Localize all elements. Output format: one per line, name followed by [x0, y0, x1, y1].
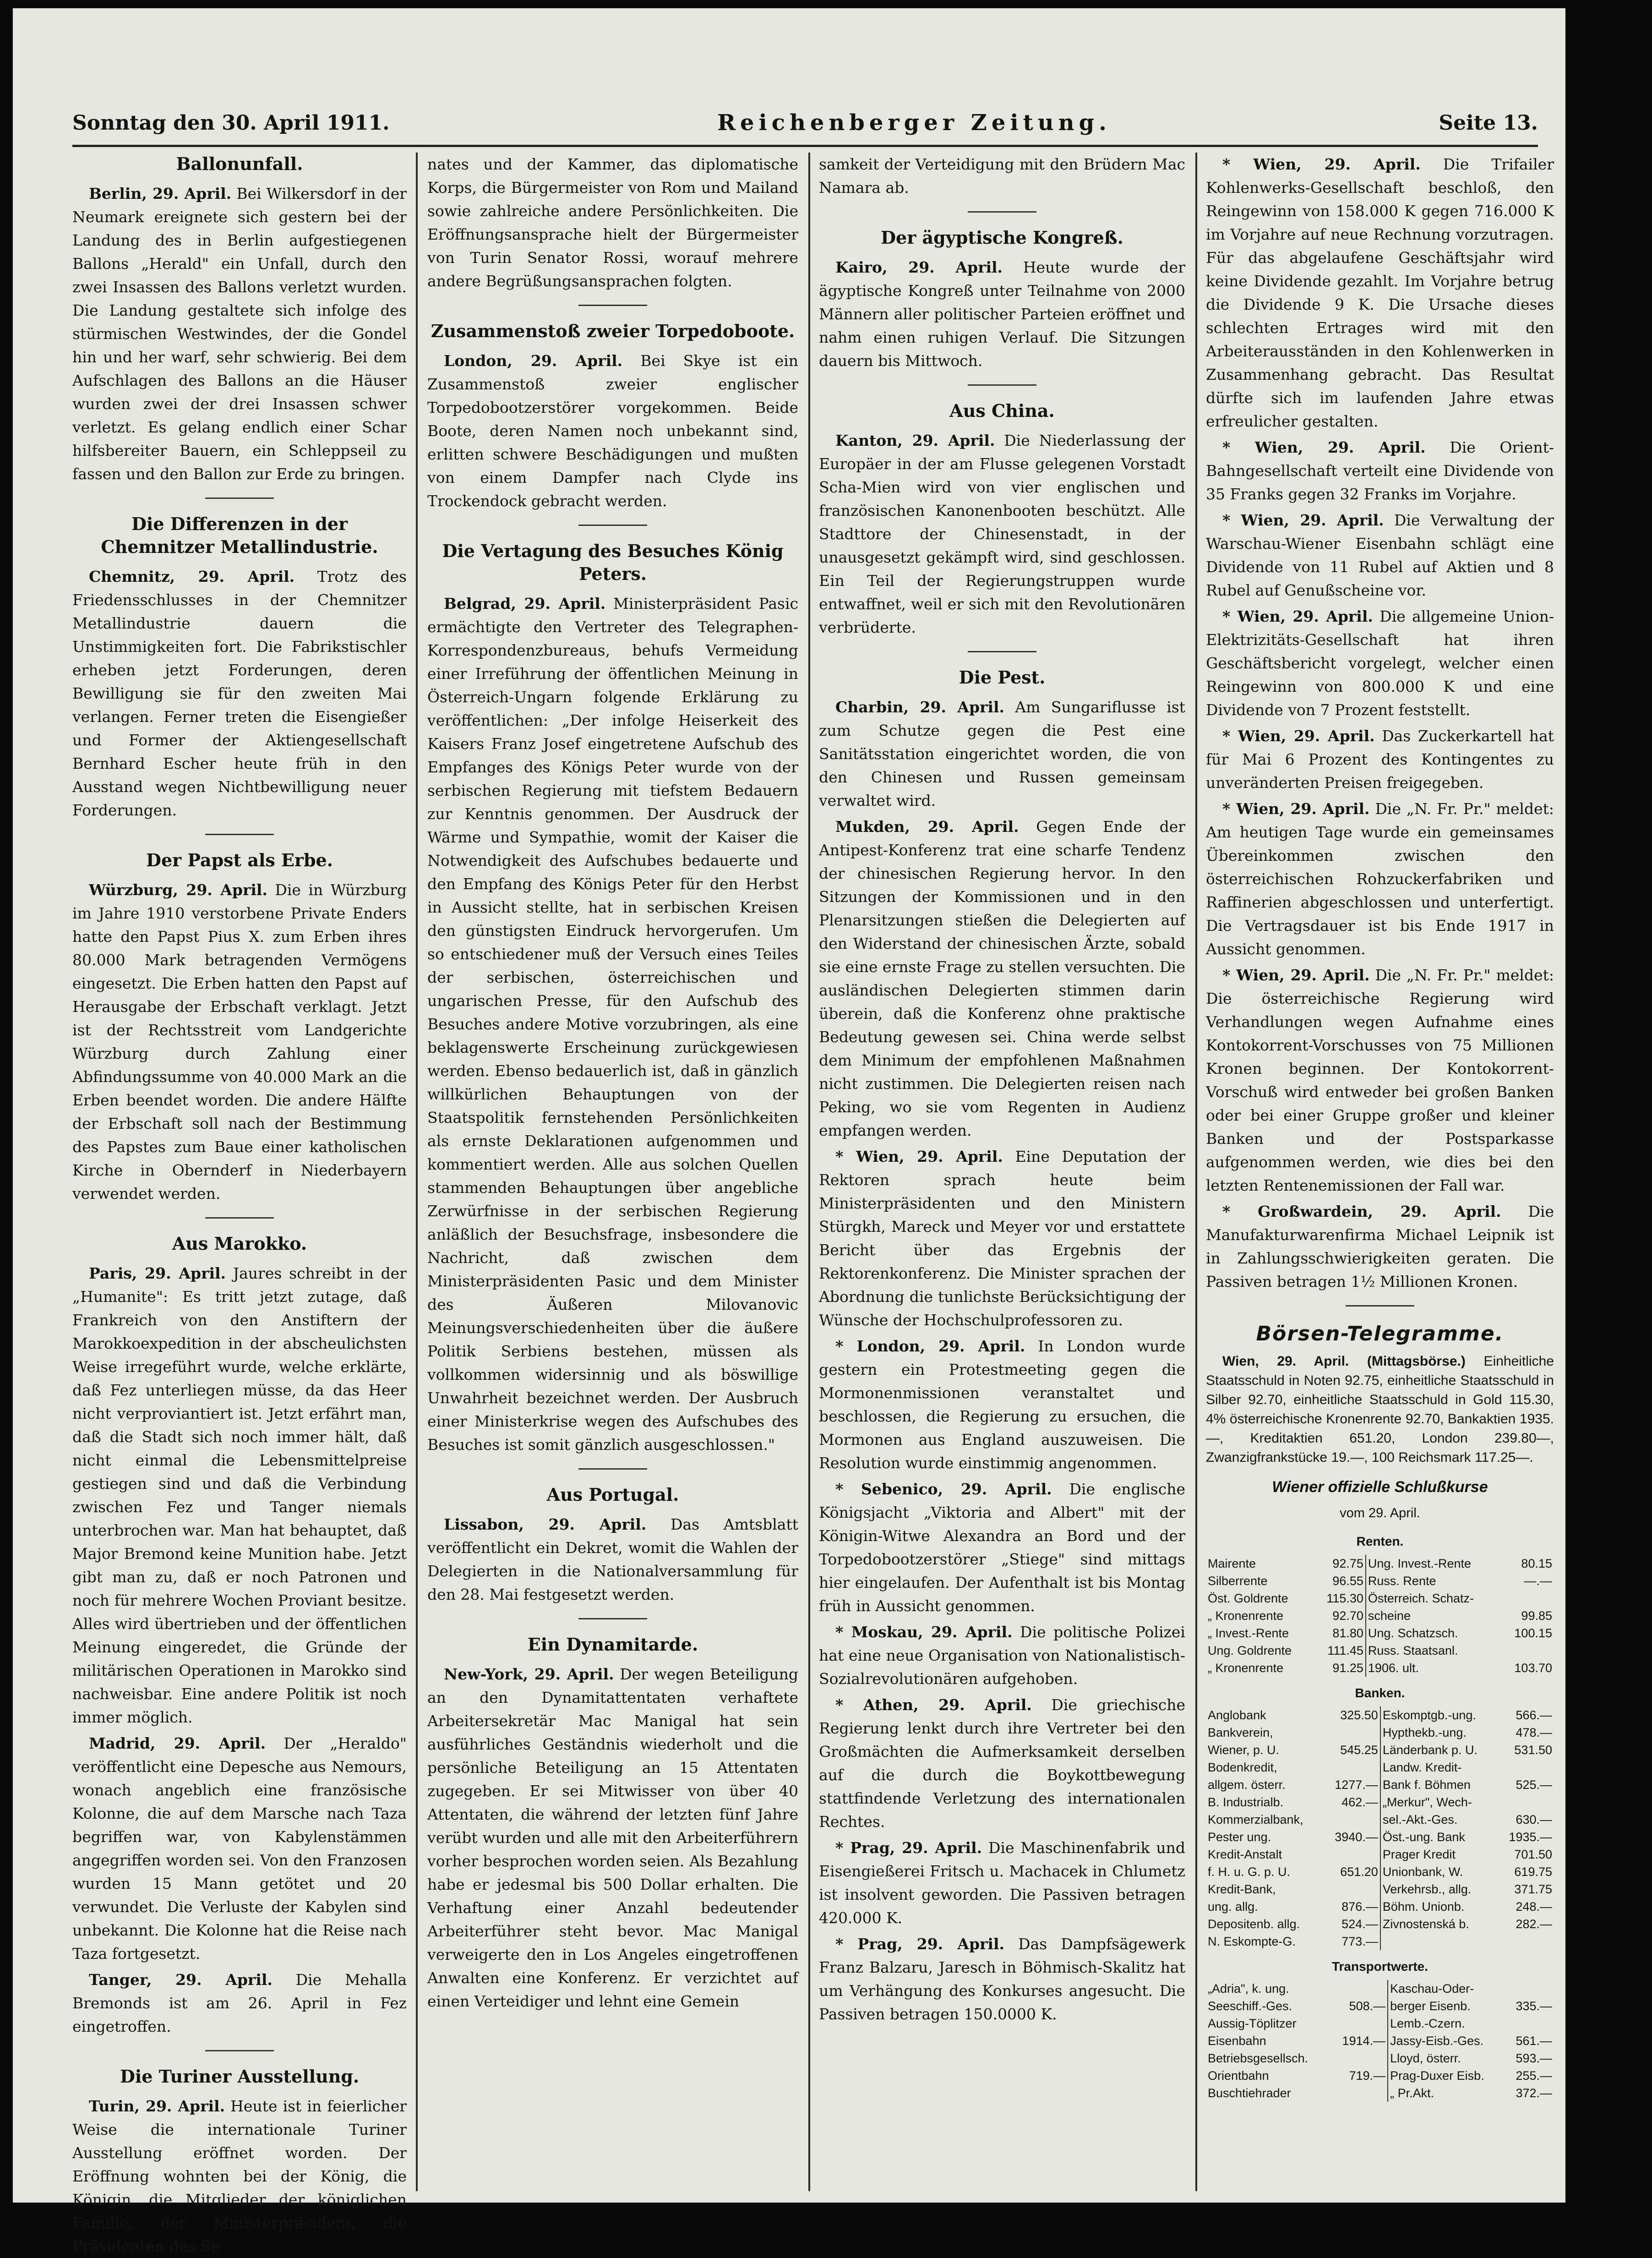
article-paragraph: [1206, 1200, 1554, 1293]
dateline: * Athen, 29. April.: [835, 1696, 1032, 1714]
kurs-value: 248.—: [1516, 1900, 1552, 1914]
article-paragraph: [72, 1732, 407, 1965]
dateline: Kairo, 29. April.: [835, 258, 1003, 276]
paragraph-text: Der wegen Beteiligung an den Dynamitattentaten verhaftete Arbeitersekretär Mac Manigal hat sein ausführliches Geständnis wiederholt und die persönliche Beteiligung an 15 Attentaten zugegeben. Er sei Mitwisser von über 40 Attentaten, die während der letzten fünf Jahre verübt wurden und alle mit den Arbeiterführern vorher besprochen worden seien. Als Bezahlung habe er jedesmal bis 500 Dollar erhalten. Die Verhaftung einer Anzahl bedeutender Arbeiterführer steht bevor. Mac Manigal verweigerte den in Los Angeles eingetroffenen Anwalten eine Konferenz. Er verzichtet auf einen Verteidiger und lehnt eine Gemein: [427, 1665, 799, 2010]
dateline: New-York, 29. April.: [444, 1665, 614, 1683]
kurs-value: [1498, 1793, 1554, 1811]
paragraph-text: Heute ist in feierlicher Weise die internationale Turiner Ausstellung eröffnet worden. Der Eröffnung wohnten bei der König, die Königin, die Mitglieder der königlichen Familie, der Ministerpräsident, die Präsidenten des Se: [72, 2097, 407, 2255]
kurs-value: 92.75: [1332, 1557, 1363, 1570]
article-heading: Die Vertagung des Besuches König Peters.: [442, 541, 784, 584]
dateline: Mukden, 29. April.: [835, 818, 1019, 836]
kurs-value: 524.—: [1341, 1917, 1378, 1931]
paragraph-text: Der „Heraldo" veröffentlicht eine Depesche aus Nemours, wonach angeblich eine französische Kolonne, die auf dem Marsche nach Taza begriffen war, von Kabylenstämmen angegriffen worden sei. Von den Franzosen wurden 15 Mann getötet und 20 verwundet. Die Verluste der Kabylen sind unbekannt. Die Kolonne hat die Reise nach Taza fortgesetzt.: [72, 1734, 407, 1963]
kurs-row: [1206, 1724, 1554, 1741]
kurs-name: [1380, 1933, 1498, 1950]
dateline: * Moskau, 29. April.: [835, 1623, 1013, 1641]
kurs-value: 80.15: [1521, 1557, 1552, 1570]
kurs-name: Wiener, p. U.: [1208, 1743, 1280, 1757]
paragraph-text: Bei Skye ist ein Zusammenstoß zweier englischer Torpedobootzerstörer vorgekommen. Beide Boote, deren Namen noch unbekannt sind, erlitten schwere Beschädigungen und mußten von einem Dampfer nach Clyde ins Trockendock gebracht werden.: [427, 352, 798, 510]
transport-heading: Transportwerte.: [1331, 1959, 1428, 1974]
kurs-row: [1206, 1898, 1554, 1915]
kurs-name: Betriebsgesellsch.: [1208, 2051, 1309, 2065]
article-heading: Der Papst als Erbe.: [146, 850, 333, 870]
paragraph-text: Die griechische Regierung lenkt durch ihre Vertreter bei den Großmächten die Aufmerksamkeit derselben auf die durch die Boykottbewegung stattfindende Verletzung des internationalen Rechtes.: [819, 1696, 1186, 1831]
article-heading: Ein Dynamitarde.: [527, 1634, 698, 1655]
dateline: Tanger, 29. April.: [89, 1971, 273, 1989]
kurs-row: [1206, 1811, 1554, 1828]
kurs-name: Aussig-Töplitzer: [1208, 2017, 1297, 2030]
article-paragraph: [819, 256, 1185, 372]
article-paragraph: [819, 695, 1185, 812]
kurs-name: Hypthekb.-ung.: [1380, 1724, 1498, 1741]
dateline: * Großwardein, 29. April.: [1222, 1203, 1501, 1220]
kurs-value: 545.25: [1340, 1743, 1378, 1757]
kurs-row: [1206, 1776, 1554, 1793]
dateline: * Wien, 29. April.: [835, 1148, 1003, 1165]
kurs-name: scheine: [1366, 1607, 1502, 1624]
dateline: * London, 29. April.: [835, 1337, 1025, 1355]
kurs-value: [1324, 1881, 1380, 1898]
kurs-row: [1206, 1741, 1554, 1759]
article-paragraph: [819, 429, 1185, 639]
kurs-name: „Merkur", Wech-: [1380, 1793, 1498, 1811]
separator: [968, 384, 1036, 386]
kurs-value: 701.50: [1514, 1848, 1552, 1861]
paragraph-text: Bei Wilkersdorf in der Neumark ereignete sich gestern bei der Landung des in Berlin aufgestiegenen Ballons „Herald" ein Unfall, durch den zwei Insassen des Ballons verletzt wurden. Die Landung gestaltete sich infolge des stürmischen Westwindes, der die Gondel hin und her warf, sehr schwierig. Bei dem Aufschlagen des Ballons an die Häuser wurden zwei der drei Insassen schwer verletzt. Es gelang endlich einer Schar hilfsbereiter Bauern, ein Schleppseil zu fassen und den Ballon zur Erde zu bringen.: [72, 185, 407, 483]
article-heading: Die Turiner Ausstellung.: [120, 2066, 360, 2087]
kurs-name: Lloyd, österr.: [1388, 2050, 1506, 2067]
kurs-value: [1331, 1980, 1388, 1997]
kurs-value: 566.—: [1516, 1708, 1552, 1722]
kurs-value: 325.50: [1340, 1708, 1378, 1722]
kurs-name: Kaschau-Oder-: [1388, 1980, 1506, 1997]
dateline: * Wien, 29. April.: [1222, 511, 1384, 529]
renten-table: [1206, 1555, 1554, 1677]
kurs-name: f. H. u. G. p. U.: [1208, 1865, 1291, 1879]
article-heading: Aus China.: [949, 400, 1055, 421]
article-paragraph: [819, 1932, 1185, 2026]
kurs-value: 81.80: [1332, 1626, 1363, 1640]
kurs-row: [1206, 1881, 1554, 1898]
article-paragraph: [72, 182, 407, 486]
paragraph-text: Eine Deputation der Rektoren sprach heute beim Ministerpräsidenten und den Ministern Stürgkh, Mareck und Meyer vor und erstattete Bericht über das Ergebnis der Rektorenkonferenz. Die Minister sprachen der Abordnung die tunlichste Berücksichtigung der Wünsche der Hochschulprofessoren zu.: [819, 1148, 1185, 1329]
kurs-row: [1206, 1590, 1554, 1607]
kurs-row: [1206, 1933, 1554, 1950]
renten-heading: Renten.: [1356, 1534, 1404, 1548]
kurs-value: [1331, 2015, 1388, 2032]
kurs-name: Ung. Schatzsch.: [1366, 1624, 1502, 1642]
kurs-name: N. Eskompte-G.: [1208, 1935, 1296, 1948]
dateline: Paris, 29. April.: [89, 1264, 226, 1282]
dateline: Kanton, 29. April.: [835, 432, 995, 449]
kurs-row: [1206, 1915, 1554, 1933]
kurs-row: [1206, 1846, 1554, 1863]
borse-lead: [1206, 1352, 1554, 1467]
kurs-row: [1206, 1555, 1554, 1572]
kurs-value: 719.—: [1349, 2069, 1386, 2083]
dateline: Charbin, 29. April.: [835, 698, 1004, 716]
paragraph-text: Heute wurde der ägyptische Kongreß unter Teilnahme von 2000 Männern aller politischer Parteien eröffnet und nahm einen ruhigen Verlauf. Die Sitzungen dauern bis Mittwoch.: [819, 258, 1185, 370]
kurs-name: Prager Kredit: [1380, 1846, 1498, 1863]
separator: [578, 1618, 647, 1619]
paragraph-text: Die Maschinenfabrik und Eisengießerei Fritsch u. Machacek in Chlumetz ist insolvent geworden. Die Passiven betragen 420.000 K.: [819, 1839, 1185, 1927]
kurs-value: 92.70: [1332, 1609, 1363, 1623]
paragraph-text: Die Mehalla Bremonds ist am 26. April in Fez eingetroffen.: [72, 1971, 407, 2035]
kurs-name: Orientbahn: [1208, 2069, 1269, 2083]
paragraph-text: Das Zuckerkartell hat für Mai 6 Prozent des Kontingentes zu unveränderten Preisen freigegeben.: [1206, 727, 1554, 792]
kurs-name: Buschtiehrader: [1208, 2086, 1291, 2100]
kurs-name: Silberrente: [1208, 1574, 1268, 1588]
article-paragraph: [427, 1513, 798, 1606]
kurs-name: Bank f. Böhmen: [1380, 1776, 1498, 1793]
paragraph-text: Die Verwaltung der Warschau-Wiener Eisenbahn schlägt eine Dividende von 11 Rubel auf Aktien und 8 Rubel auf Genußscheine vor.: [1206, 511, 1554, 599]
kurs-name: ung. allg.: [1208, 1900, 1258, 1914]
separator: [968, 651, 1036, 652]
kurs-value: 1935.—: [1509, 1830, 1552, 1844]
dateline: * Sebenico, 29. April.: [835, 1480, 1052, 1498]
kurs-name: Bodenkredit,: [1208, 1760, 1277, 1774]
kurs-value: [1502, 1642, 1554, 1659]
article-paragraph: [1206, 153, 1554, 433]
article-paragraph: [819, 1334, 1185, 1475]
kurs-row: [1206, 1572, 1554, 1590]
kurs-name: Länderbank p. U.: [1380, 1741, 1498, 1759]
kurs-row: [1206, 1759, 1554, 1776]
kurs-value: 525.—: [1516, 1778, 1552, 1792]
page-number: Seite 13.: [1439, 111, 1538, 135]
separator: [205, 2050, 274, 2051]
header-rule: [72, 145, 1538, 147]
separator: [578, 305, 647, 306]
separator: [205, 1217, 274, 1219]
article-paragraph: [72, 565, 407, 822]
kurs-row: [1206, 2015, 1554, 2032]
kurs-row: [1206, 1659, 1554, 1677]
separator: [578, 1468, 647, 1470]
kurs-value: [1331, 2050, 1388, 2067]
paragraph-text: Jaures schreibt in der „Humanite": Es tritt jetzt zutage, daß Frankreich von den Anstiftern der Marokkoexpedition in der abscheulichsten Weise irregeführt wurde, welche erklärte, daß Fez unterliegen müsse, da das Heer nicht verproviantiert ist. Jetzt erfährt man, daß die Stadt sich noch immer hält, daß nicht einmal die Lebensmittelpreise gestiegen sind und daß die Verbindung zwischen Fez und Tanger niemals unterbrochen war. Man hat behauptet, daß Major Bremond keine Munition habe. Jetzt gibt man zu, daß er noch Patronen und noch für mehrere Wochen Proviant besitze. Alles wird übertrieben und der öffentlichen Meinung eingeredet, die Gründe der militärischen Operationen in Marokko sind nachweisbar. Eine andere Politik ist noch immer möglich.: [72, 1264, 407, 1726]
kurs-name: Anglobank: [1208, 1708, 1266, 1722]
kurs-name: Lemb.-Czern.: [1388, 2015, 1506, 2032]
article-paragraph: [72, 2094, 407, 2258]
article-paragraph: [819, 1836, 1185, 1930]
article-paragraph: [1206, 436, 1554, 506]
dateline: Lissabon, 29. April.: [444, 1515, 647, 1533]
kurse-date: vom 29. April.: [1340, 1506, 1420, 1520]
kurs-value: 96.55: [1332, 1574, 1363, 1588]
article-paragraph: [819, 1145, 1185, 1332]
kurs-name: Ung. Invest.-Rente: [1366, 1555, 1502, 1572]
dateline: * Wien, 29. April.: [1222, 607, 1373, 625]
kurs-name: Böhm. Unionb.: [1380, 1898, 1498, 1915]
kurs-name: Öst.-ung. Bank: [1380, 1828, 1498, 1846]
banken-heading: Banken.: [1355, 1686, 1405, 1700]
borse-lead-dateline: Wien, 29. April. (Mittagsbörse.): [1222, 1354, 1466, 1369]
article-paragraph: [1206, 605, 1554, 722]
dateline: * Wien, 29. April.: [1222, 800, 1370, 818]
kurs-row: [1206, 1997, 1554, 2015]
dateline: * Wien, 29. April.: [1222, 966, 1370, 984]
paragraph-text: Trotz des Friedensschlusses in der Chemnitzer Metallindustrie dauern die Unstimmigkeiten fort. Die Fabrikstischler erheben jetzt Forderungen, deren Bewilligung sie für den zweiten Mai verlangen. Ferner treten die Eisengießer und Former der Aktiengesellschaft Bernhard Escher heute früh in den Ausstand wegen Nichtbewilligung neuer Forderungen.: [72, 568, 407, 819]
kurs-name: B. Industrialb.: [1208, 1795, 1284, 1809]
paragraph-text: Das Dampfsägewerk Franz Balzaru, Jaresch in Böhmisch-Skalitz hat um Verhängung des Konkurses angesucht. Die Passiven betragen 150.0000 K.: [819, 1935, 1185, 2023]
dateline: Würzburg, 29. April.: [89, 881, 267, 899]
kurs-row: [1206, 2067, 1554, 2084]
kurs-value: 651.20: [1340, 1865, 1378, 1879]
separator: [205, 834, 274, 835]
kurs-row: [1206, 1980, 1554, 1997]
column-2: [427, 153, 798, 2191]
paragraph-text: Die in Würzburg im Jahre 1910 verstorbene Private Enders hatte den Papst Pius X. zum Erben ihres 80.000 Mark betragenden Vermögens eingesetzt. Die Erben hatten den Papst auf Herausgabe der Erbschaft verklagt. Jetzt ist der Rechtsstreit vom Landgerichte Würzburg durch Zahlung einer Abfindungssumme von 40.000 Mark an die Erben beendet worden. Die andere Hälfte der Erbschaft soll nach der Bestimmung des Papstes zum Baue einer katholischen Kirche in Obernderf in Niederbayern verwendet werden.: [72, 881, 407, 1203]
paragraph-text: Die Trifailer Kohlenwerks-Gesellschaft beschloß, den Reingewinn von 158.000 K gegen 716.000 K im Vorjahre auf neue Rechnung vorzutragen. Für das abgelaufene Geschäftsjahr wird keine Dividende gezahlt. Im Vorjahre betrug die Dividende 9 K. Die Ursache dieses schlechten Ertrages wird mit den Arbeiterausständen in den Kohlenwerken in Zusammenhang gebracht. Das Resultat dürfte sich im laufenden Jahre etwas erfreulicher gestalten.: [1206, 155, 1554, 430]
kurs-value: 372.—: [1516, 2086, 1552, 2100]
masthead: Reichenberger Zeitung.: [717, 110, 1111, 136]
kurs-value: 478.—: [1516, 1726, 1552, 1739]
column-4-articles: [1206, 153, 1554, 1293]
kurs-value: 593.—: [1516, 2051, 1552, 2065]
kurs-name: „ Invest.-Rente: [1208, 1626, 1289, 1640]
paragraph-text: Die Manufakturwarenfirma Michael Leipnik ist in Zahlungsschwierigkeiten geraten. Die Passiven betragen 1½ Millionen Kronen.: [1206, 1203, 1554, 1290]
article-paragraph: [1206, 724, 1554, 794]
kurs-name: Unionbank, W.: [1380, 1863, 1498, 1881]
kurs-name: Jassy-Eisb.-Ges.: [1388, 2032, 1506, 2050]
kurs-name: Öst. Goldrente: [1208, 1591, 1288, 1605]
kurs-name: „ Pr.Akt.: [1388, 2084, 1506, 2102]
kurs-name: Kredit-Anstalt: [1208, 1848, 1282, 1861]
separator: [1346, 1305, 1414, 1307]
kurs-value: 1277.—: [1335, 1778, 1378, 1792]
banken-table: [1206, 1706, 1554, 1950]
kurs-row: [1206, 1706, 1554, 1724]
kurs-value: [1498, 1759, 1554, 1776]
newspaper-page: [13, 8, 1565, 2255]
article-paragraph: [427, 592, 798, 1456]
kurs-value: 773.—: [1341, 1935, 1378, 1948]
header-date: Sonntag den 30. April 1911.: [72, 111, 390, 135]
transport-table: [1206, 1980, 1554, 2102]
paragraph-text: Die allgemeine Union-Elektrizitäts-Gesellschaft hat ihren Geschäftsbericht vorgelegt, welcher einen Reingewinn von 800.000 K und eine Dividende von 7 Prozent feststellt.: [1206, 607, 1554, 719]
kurs-row: [1206, 2050, 1554, 2067]
dateline: * Wien, 29. April.: [1222, 727, 1375, 745]
paragraph-text: Ministerpräsident Pasic ermächtigte den Vertreter des Telegraphen-Korrespondenzbureaus, behufs Vermeidung einer Irreführung der öffentlichen Meinung in Österreich-Ungarn folgende Erklärung zu veröffentlichen: „Der infolge Heiserkeit des Kaisers Franz Josef eingetretene Aufschub des Empfanges des Königs Peter wurde von der serbischen Regierung mit tiefstem Bedauern zur Kenntnis genommen. Der Ausdruck der Wärme und Sympathie, womit der Kaiser die Notwendigkeit des Aufschubes bedauerte und den Empfang des Königs Peter für den Herbst in Aussicht stellte, hat in serbischen Kreisen den günstigsten Eindruck hervorgerufen. Um so entschiedener muß der Versuch eines Teiles der serbischen, österreichischen und ungarischen Presse, für den Aufschub des Besuches andere Motive vorzubringen, als eine beklagenswerte Erscheinung zurückgewiesen werden. Ebenso bedauerlich ist, daß in gänzlich willkürlichen Behauptungen von der Staatspolitik fernstehenden Persönlichkeiten als ernste Deklarationen aufgenommen und kommentiert werden. Alle aus solchen Quellen stammenden Behauptungen über angebliche Zerwürfnisse in der serbischen Regierung anläßlich der Besuchsfrage, insbesondere die Nachricht, daß zwischen dem Ministerpräsidenten Pasic und dem Minister des Äußeren Milovanovic Meinungsverschiedenheiten über die äußere Politik Serbiens bestehen, müssen als vollkommen widersinnig und als böswillige Unwahrheit bezeichnet werden. Der Ausbruch einer Ministerkrise wegen des Aufschubes des Besuches ist somit gänzlich ausgeschlossen.": [427, 595, 798, 1454]
article-heading: Aus Marokko.: [172, 1233, 307, 1254]
kurs-name: Österreich. Schatz-: [1366, 1590, 1502, 1607]
kurs-value: 508.—: [1349, 1999, 1386, 2013]
kurs-value: [1498, 1933, 1554, 1950]
article-heading: Ballonunfall.: [176, 153, 303, 174]
article-heading: Die Pest.: [959, 667, 1046, 688]
separator: [968, 211, 1036, 213]
dateline: * Wien, 29. April.: [1222, 438, 1426, 456]
kurs-name: allgem. österr.: [1208, 1778, 1286, 1792]
kurs-value: 1914.—: [1342, 2034, 1386, 2048]
kurs-value: 255.—: [1516, 2069, 1552, 2083]
kurs-name: Kredit-Bank,: [1208, 1882, 1276, 1896]
kurse-title: Wiener offizielle Schlußkurse: [1272, 1478, 1488, 1496]
kurs-value: [1506, 1980, 1554, 1997]
article-paragraph: [72, 1262, 407, 1729]
kurs-row: [1206, 2032, 1554, 2050]
paragraph-text: Die „N. Fr. Pr." meldet: Die österreichische Regierung wird Verhandlungen wegen Aufnahme eines Kontokorrent-Vorschusses von 75 Millionen Kronen beginnen. Der Kontokorrent-Vorschuß wird entweder bei großen Banken oder bei einer Gruppe großer und kleiner Banken und der Postsparkasse aufgenommen werden, wie dies bei den letzten Rentenemissionen der Fall war.: [1206, 966, 1554, 1194]
column-rule: [808, 153, 810, 2191]
kurs-row: [1206, 1863, 1554, 1881]
article-heading: Zusammenstoß zweier Torpedoboote.: [431, 321, 795, 341]
kurs-name: Eskomptgb.-ung.: [1380, 1706, 1498, 1724]
dateline: * Prag, 29. April.: [835, 1839, 982, 1857]
paragraph-text: Die Niederlassung der Europäer in der am Flusse gelegenen Vorstadt Scha-Mien wird von vier englischen und französischen Kanonenbooten beschützt. Alle Stadttore der Chinesenstadt, in der unausgesetzt gekämpft wird, sind geschlossen. Ein Teil der Regierungstruppen wurde entwaffnet, weil er sich mit den Revolutionären verbrüderte.: [819, 432, 1186, 636]
article-paragraph: [72, 1968, 407, 2038]
kurs-value: [1324, 1759, 1380, 1776]
kurs-name: Seeschiff.-Ges.: [1208, 1999, 1292, 2013]
article-paragraph: [819, 815, 1185, 1142]
article-paragraph: [427, 153, 798, 293]
kurs-value: [1324, 1724, 1380, 1741]
paragraph-text: Am Sungariflusse ist zum Schutze gegen die Pest eine Sanitätsstation eingerichtet worden, die von den Chinesen und Russen gemeinsam verwaltet wird.: [819, 698, 1185, 809]
kurs-name: Kommerzialbank,: [1208, 1813, 1303, 1826]
dateline: Belgrad, 29. April.: [444, 595, 606, 612]
article-paragraph: [1206, 963, 1554, 1197]
article-heading: Der ägyptische Kongreß.: [881, 227, 1123, 248]
kurs-value: 462.—: [1341, 1795, 1378, 1809]
article-paragraph: [819, 153, 1185, 199]
kurs-row: [1206, 1624, 1554, 1642]
dateline: Chemnitz, 29. April.: [89, 568, 295, 585]
article-paragraph: [72, 878, 407, 1205]
kurs-name: Verkehrsb., allg.: [1380, 1881, 1498, 1898]
kurs-row: [1206, 1642, 1554, 1659]
kurs-value: 335.—: [1516, 1999, 1552, 2013]
kurs-value: 100.15: [1514, 1626, 1552, 1640]
article-paragraph: [1206, 797, 1554, 961]
kurs-value: [1502, 1590, 1554, 1607]
kurs-name: „ Kronenrente: [1208, 1609, 1284, 1623]
kurs-name: Ung. Goldrente: [1208, 1644, 1292, 1657]
paragraph-text: Die Orient-Bahngesellschaft verteilt eine Dividende von 35 Franks gegen 32 Franks im Vorjahre.: [1206, 438, 1554, 503]
kurs-value: 619.75: [1514, 1865, 1552, 1879]
kurs-name: Mairente: [1208, 1557, 1256, 1570]
article-paragraph: [819, 1620, 1185, 1690]
article-heading: Aus Portugal.: [546, 1484, 679, 1505]
kurs-value: 561.—: [1516, 2034, 1552, 2048]
kurs-value: [1324, 1811, 1380, 1828]
kurs-row: [1206, 2084, 1554, 2102]
kurs-name: Russ. Rente: [1366, 1572, 1502, 1590]
kurs-value: 531.50: [1514, 1743, 1552, 1757]
kurs-value: [1324, 1846, 1380, 1863]
paragraph-text: Das Amtsblatt veröffentlicht ein Dekret, womit die Wahlen der Delegierten in die Nationalversammlung für den 28. Mai festgesetzt werden.: [427, 1515, 798, 1603]
separator: [578, 525, 647, 526]
kurs-name: „Adria", k. ung.: [1208, 1982, 1289, 1996]
dateline: * Wien, 29. April.: [1222, 155, 1421, 173]
kurs-name: Eisenbahn: [1208, 2034, 1266, 2048]
kurs-row: [1206, 1828, 1554, 1846]
kurs-name: 1906. ult.: [1366, 1659, 1502, 1677]
article-paragraph: [1206, 508, 1554, 602]
column-rule: [1195, 153, 1197, 2191]
kurs-value: 876.—: [1341, 1900, 1378, 1914]
kurs-row: [1206, 1607, 1554, 1624]
borse-lead-text: Einheitliche Staatsschuld in Noten 92.75, einheitliche Staatsschuld in Silber 92.70, einheitliche Staatsschuld in Gold 115.30, 4% österreichische Kronenrente 92.70, Bankaktien 1935.—, Kreditaktien 651.20, London 239.80—, Zwanzigfrankstücke 19.—, 100 Reichsmark 117.25—.: [1206, 1354, 1554, 1465]
kurs-value: 282.—: [1516, 1917, 1552, 1931]
article-paragraph: [427, 1662, 798, 2013]
kurs-value: [1506, 2015, 1554, 2032]
kurs-value: 630.—: [1516, 1813, 1552, 1826]
separator: [205, 498, 274, 499]
dateline: London, 29. April.: [444, 352, 623, 370]
dateline: Berlin, 29. April.: [89, 185, 232, 202]
dateline: * Prag, 29. April.: [835, 1935, 1004, 1953]
kurs-value: 3940.—: [1335, 1830, 1378, 1844]
kurs-value: —.—: [1524, 1574, 1552, 1588]
dateline: Turin, 29. April.: [89, 2097, 225, 2115]
borse-title: Börsen-Telegramme.: [1256, 1322, 1504, 1345]
column-4: [1206, 153, 1554, 2191]
kurs-value: 115.30: [1326, 1591, 1363, 1605]
kurs-value: 103.70: [1514, 1661, 1552, 1675]
kurs-name: „ Kronenrente: [1208, 1661, 1284, 1675]
page-header: [72, 104, 1538, 141]
kurs-name: Landw. Kredit-: [1380, 1759, 1498, 1776]
kurs-name: berger Eisenb.: [1388, 1997, 1506, 2015]
kurs-name: Pester ung.: [1208, 1830, 1271, 1844]
article-heading: Die Differenzen in der Chemnitzer Metallindustrie.: [101, 514, 378, 557]
article-paragraph: [427, 349, 798, 513]
kurs-value: 371.75: [1514, 1882, 1552, 1896]
kurs-name: sel.-Akt.-Ges.: [1380, 1811, 1498, 1828]
paragraph-text: Die „N. Fr. Pr." meldet: Am heutigen Tage wurde ein gemeinsames Übereinkommen zwischen den österreichischen Rohzuckerfabriken und Raffinerien abgeschlossen und unterfertigt. Die Vertragsdauer ist bis Ende 1917 in Aussicht genommen.: [1206, 800, 1554, 958]
kurs-name: Zivnostenská b.: [1380, 1915, 1498, 1933]
article-paragraph: [819, 1477, 1185, 1618]
kurs-value: [1331, 2084, 1388, 2102]
kurs-value: 99.85: [1521, 1609, 1552, 1623]
dateline: Madrid, 29. April.: [89, 1734, 266, 1752]
kurs-name: Prag-Duxer Eisb.: [1388, 2067, 1506, 2084]
kurs-value: 111.45: [1327, 1644, 1363, 1657]
paragraph-text: Gegen Ende der Antipest-Konferenz trat eine scharfe Tendenz der chinesischen Regierung hervor. In den Sitzungen der Kommissionen und in den Plenarsitzungen stießen die Delegierten auf den Widerstand der chinesischen Ärzte, sobald sie eine ernste Frage zu stellen versuchten. Die ausländischen Delegierten stimmen darin überein, daß die Konferenz ohne praktische Bedeutung gewesen sei. China werde selbst dem Minimum der empfohlenen Maßnahmen nicht zustimmen. Die Delegierten reisen nach Peking, wo sie vom Regenten in Audienz empfangen werden.: [819, 818, 1185, 1139]
paragraph-text: Die politische Polizei hat eine neue Organisation von Nationalistisch-Sozialrevolutionären aufgehoben.: [819, 1623, 1185, 1688]
paragraph-text: nates und der Kammer, das diplomatische Korps, die Bürgermeister von Rom und Mailand sowie zahlreiche andere Persönlichkeiten. Die Eröffnungsansprache hielt der Bürgermeister von Turin Senator Rossi, worauf mehrere andere Begrüßungsansprachen folgten.: [427, 155, 798, 290]
paragraph-text: samkeit der Verteidigung mit den Brüdern Mac Namara ab.: [819, 155, 1185, 197]
column-rule: [416, 153, 418, 2191]
column-1: [72, 153, 407, 2255]
kurs-name: Bankverein,: [1208, 1726, 1273, 1739]
kurs-row: [1206, 1793, 1554, 1811]
kurs-name: Depositenb. allg.: [1208, 1917, 1300, 1931]
paragraph-text: Die englische Königsjacht „Viktoria and Albert" mit der Königin-Witwe Alexandra an Bord und der Torpedobootzerstörer „Stiege" sind mittags hier eingelaufen. Der Aufenthalt ist bis Montag früh in Aussicht genommen.: [819, 1480, 1185, 1615]
paragraph-text: In London wurde gestern ein Protestmeeting gegen die Mormonenmissionen veranstaltet und beschlossen, die Regierung zu ersuchen, die Mormonen aus England auszuweisen. Die Resolution wurde einstimmig angenommen.: [819, 1337, 1185, 1472]
kurs-value: 91.25: [1332, 1661, 1363, 1675]
kurs-name: Russ. Staatsanl.: [1366, 1642, 1502, 1659]
article-paragraph: [819, 1693, 1185, 1833]
column-3: [819, 153, 1185, 2191]
